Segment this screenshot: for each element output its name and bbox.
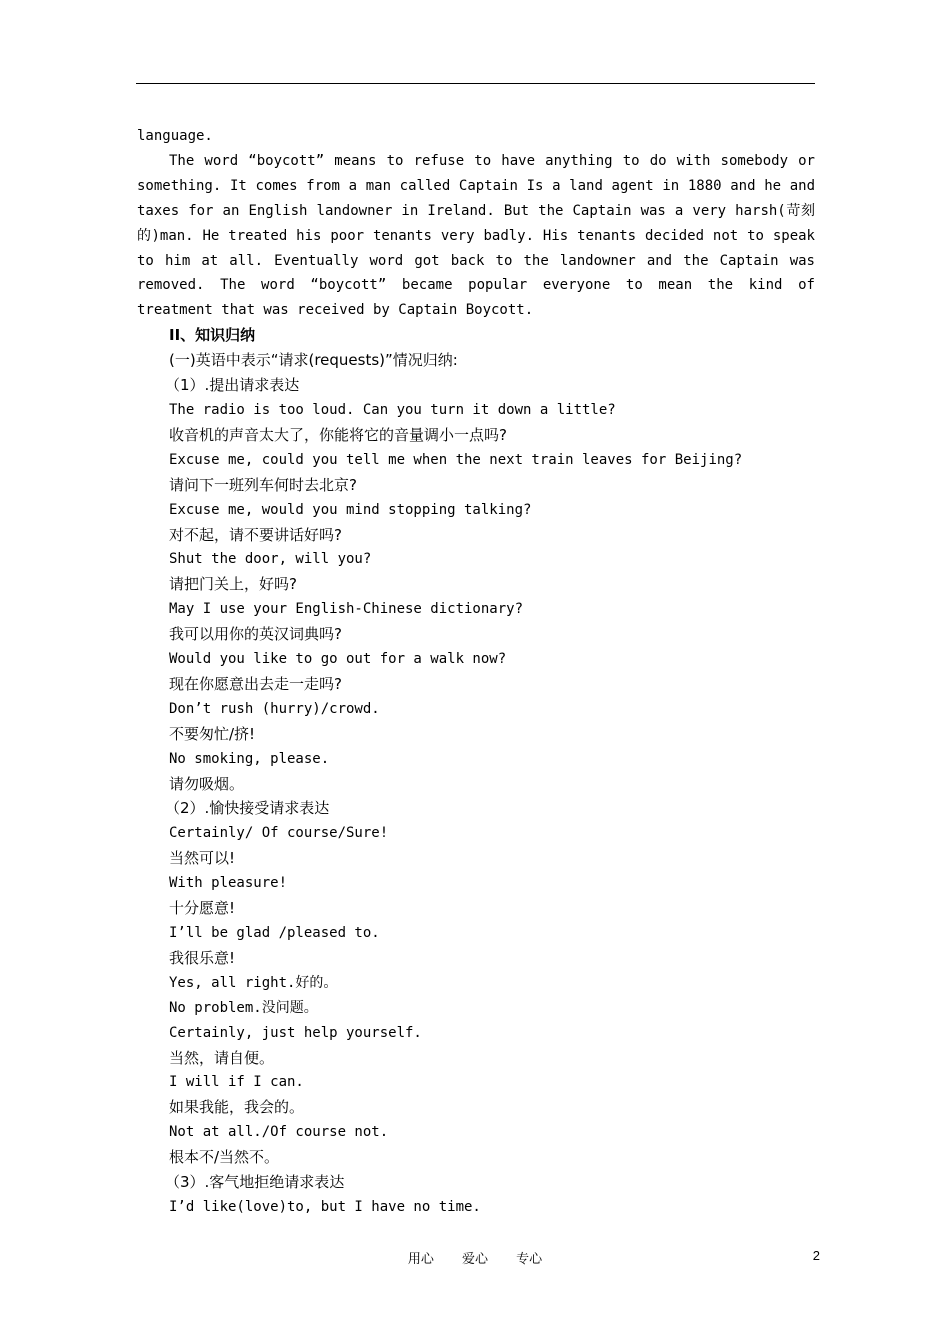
example-line: 不要匆忙/挤! (169, 724, 256, 743)
example-line: 当然可以! (169, 849, 236, 868)
example-line: Certainly, just help yourself. (169, 1024, 422, 1041)
group-title: （2）.愉快接受请求表达 (165, 799, 330, 818)
example-line: 如果我能，我会的。 (169, 1098, 305, 1117)
example-line: The radio is too loud. Can you turn it down a little? (169, 401, 616, 418)
footer-word: 专心 (516, 1252, 543, 1267)
intro-line: language. (137, 128, 213, 144)
example-line: 根本不/当然不。 (169, 1148, 280, 1167)
example-line: Not at all./Of course not. (169, 1124, 389, 1141)
page-content (137, 124, 815, 1220)
footer-word: 爱心 (461, 1252, 488, 1267)
example-line: 我很乐意! (169, 948, 236, 967)
page-number: 2 (812, 1248, 820, 1263)
group-1 (137, 373, 815, 796)
section-subheading: (一)英语中表示“请求(requests)”情况归纳: (169, 351, 458, 370)
example-line: I’ll be glad /pleased to. (169, 925, 380, 941)
example-line: Yes, all right.好的。 (169, 974, 338, 991)
intro-paragraph: The word “boycott” means to refuse to have anything to do with somebody or something. It comes from a man called Captain Is a land agent in 1880 and he and taxes for an English landowner in Ireland. But the Captain was a very harsh(苛刻的)man. He treated his poor tenants very badly. His tenants decided not to speak to him at all. Eventually word got back to the landowner and the Captain was removed. The word “boycott” became popular everyone to mean the kind of treatment that was received by Captain Boycott. (137, 152, 815, 319)
example-line: 当然，请自便。 (169, 1048, 275, 1067)
footer-word: 用心 (407, 1252, 434, 1267)
group-3 (137, 1170, 815, 1220)
example-line: No smoking, please. (169, 750, 330, 767)
example-line: 对不起，请不要讲话好吗? (169, 525, 342, 544)
header-rule (136, 83, 815, 84)
group-title: （3）.客气地拒绝请求表达 (165, 1173, 345, 1192)
example-line: I will if I can. (169, 1074, 304, 1091)
section-heading: II、知识归纳 (169, 326, 256, 345)
example-line: I’d like(love)to, but I have no time. (169, 1198, 481, 1215)
example-line: Would you like to go out for a walk now? (169, 651, 507, 668)
group-2 (137, 796, 815, 1170)
example-line: 收音机的声音太大了，你能将它的音量调小一点吗? (169, 425, 507, 444)
example-line: Shut the door, will you? (169, 551, 372, 568)
example-line: With pleasure! (169, 875, 288, 892)
example-line: No problem.没问题。 (169, 999, 318, 1016)
example-line: 请勿吸烟。 (169, 774, 245, 793)
example-line: 现在你愿意出去走一走吗? (169, 674, 342, 693)
example-line: Don’t rush (hurry)/crowd. (169, 700, 380, 717)
example-line: May I use your English-Chinese dictionary? (169, 601, 524, 618)
example-line: 请问下一班列车何时去北京? (169, 475, 357, 494)
group-title: （1）.提出请求表达 (165, 376, 300, 395)
example-line: Excuse me, would you mind stopping talking? (169, 501, 532, 518)
example-line: 我可以用你的英汉词典吗? (169, 625, 342, 644)
example-line: Certainly/ Of course/Sure! (169, 825, 389, 842)
example-line: Excuse me, could you tell me when the next train leaves for Beijing? (169, 451, 743, 468)
example-line: 请把门关上，好吗? (169, 575, 297, 594)
example-line: 十分愿意! (169, 899, 236, 918)
